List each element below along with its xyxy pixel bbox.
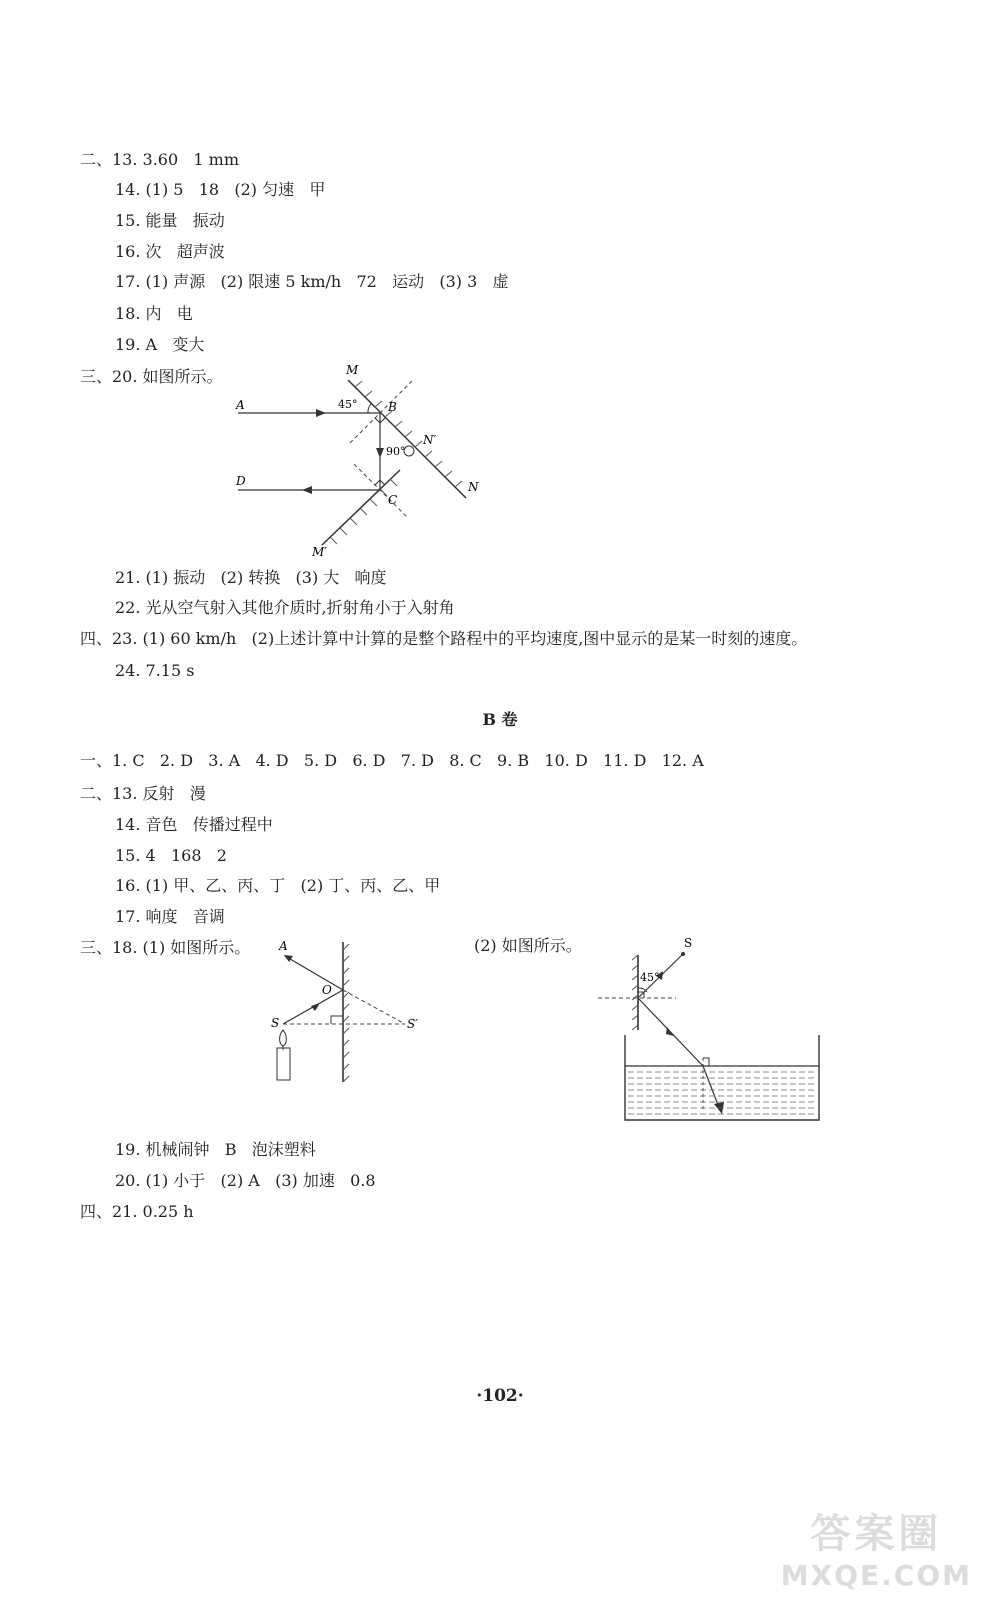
label-45-degree: 45°	[640, 971, 660, 984]
answer-14: 14. (1) 5 18 (2) 匀速 甲	[115, 180, 326, 199]
answer-b-choices: 一、1. C 2. D 3. A 4. D 5. D 6. D 7. D 8. C 9. B 10. D 11. D 12. A	[80, 751, 704, 770]
arrow-c-d	[302, 486, 312, 494]
candle	[277, 1048, 290, 1080]
answer-b-14: 14. 音色 传播过程中	[115, 815, 273, 834]
ray-o-to-a	[285, 956, 343, 990]
answer-b-15: 15. 4 168 2	[115, 846, 227, 865]
label-a: A	[279, 939, 288, 953]
answer-b-20: 20. (1) 小于 (2) A (3) 加速 0.8	[115, 1171, 376, 1190]
figure-18-1-plane-mirror	[265, 935, 425, 1090]
answer-22: 22. 光从空气射入其他介质时,折射角小于入射角	[115, 598, 455, 617]
label-n: N	[468, 480, 479, 494]
label-m-prime: M′	[312, 545, 328, 559]
water-fill-lines	[628, 1072, 816, 1114]
answer-15: 15. 能量 振动	[115, 211, 225, 230]
point-s	[681, 952, 685, 956]
answer-20: 三、20. 如图所示。	[80, 367, 223, 386]
answer-b-18-2: (2) 如图所示。	[474, 936, 582, 955]
answer-21: 21. (1) 振动 (2) 转换 (3) 大 响度	[115, 568, 387, 587]
label-45-degree: 45°	[338, 398, 358, 411]
mirror-m-prime-hatching	[330, 479, 397, 544]
candle-flame	[280, 1030, 287, 1046]
answer-17: 17. (1) 声源 (2) 限速 5 km/h 72 运动 (3) 3 虚	[115, 272, 509, 291]
watermark-bottom-text: MXQE.COM	[780, 1559, 972, 1592]
label-n-prime: N′	[423, 433, 437, 447]
label-m: M	[346, 363, 359, 377]
answer-16: 16. 次 超声波	[115, 242, 225, 261]
answer-b-19: 19. 机械闹钟 B 泡沫塑料	[115, 1140, 316, 1159]
answer-b-16: 16. (1) 甲、乙、丙、丁 (2) 丁、丙、乙、甲	[115, 876, 441, 895]
answer-18: 18. 内 电	[115, 304, 193, 323]
figure-18-2-mirror-water	[590, 930, 830, 1125]
label-s: S	[684, 936, 693, 950]
plane-mirror-hatching	[343, 944, 349, 1082]
figure-20-reflection-diagram	[225, 360, 495, 560]
page-number: ·102·	[476, 1386, 524, 1406]
answer-23: 四、23. (1) 60 km/h (2)上述计算中计算的是整个路程中的平均速度,图中显示的是某一时刻的速度。	[80, 629, 808, 648]
right-angle-mark	[331, 1016, 343, 1024]
mirror-mn-hatching	[355, 381, 462, 487]
answer-b-17: 17. 响度 音调	[115, 907, 225, 926]
mirror-m-prime	[322, 470, 400, 545]
arrow-o-a	[284, 955, 293, 962]
right-angle-mark-water	[703, 1058, 709, 1066]
answer-13: 二、13. 3.60 1 mm	[80, 150, 240, 169]
answer-24: 24. 7.15 s	[115, 661, 195, 680]
dashed-o-s-prime	[343, 990, 405, 1024]
mirror-hatching	[632, 955, 638, 1030]
label-s-prime: S′	[407, 1017, 418, 1031]
label-s: S	[271, 1016, 280, 1030]
section-title-b: B 卷	[482, 710, 518, 729]
arrow-a-b	[316, 409, 326, 417]
watermark-top-text: 答案圈	[810, 1511, 943, 1557]
watermark-logo	[781, 1502, 972, 1592]
arrow-reflected	[666, 1027, 674, 1036]
label-c: C	[388, 493, 398, 507]
answer-b-18-1: 三、18. (1) 如图所示。	[80, 938, 251, 957]
arrow-s-o	[311, 1003, 320, 1011]
label-90-degree: 90°	[386, 445, 406, 458]
angle-45-arc	[368, 404, 371, 413]
answer-b-21: 四、21. 0.25 h	[80, 1202, 194, 1221]
label-d: D	[236, 474, 246, 488]
label-o: O	[322, 983, 332, 997]
answer-19: 19. A 变大	[115, 335, 205, 354]
angle-90-mark	[404, 446, 414, 456]
mirror-mn	[348, 380, 466, 498]
answer-b-13: 二、13. 反射 漫	[80, 784, 206, 803]
label-a: A	[236, 398, 245, 412]
label-b: B	[388, 400, 397, 414]
arrow-b-c	[376, 448, 384, 458]
